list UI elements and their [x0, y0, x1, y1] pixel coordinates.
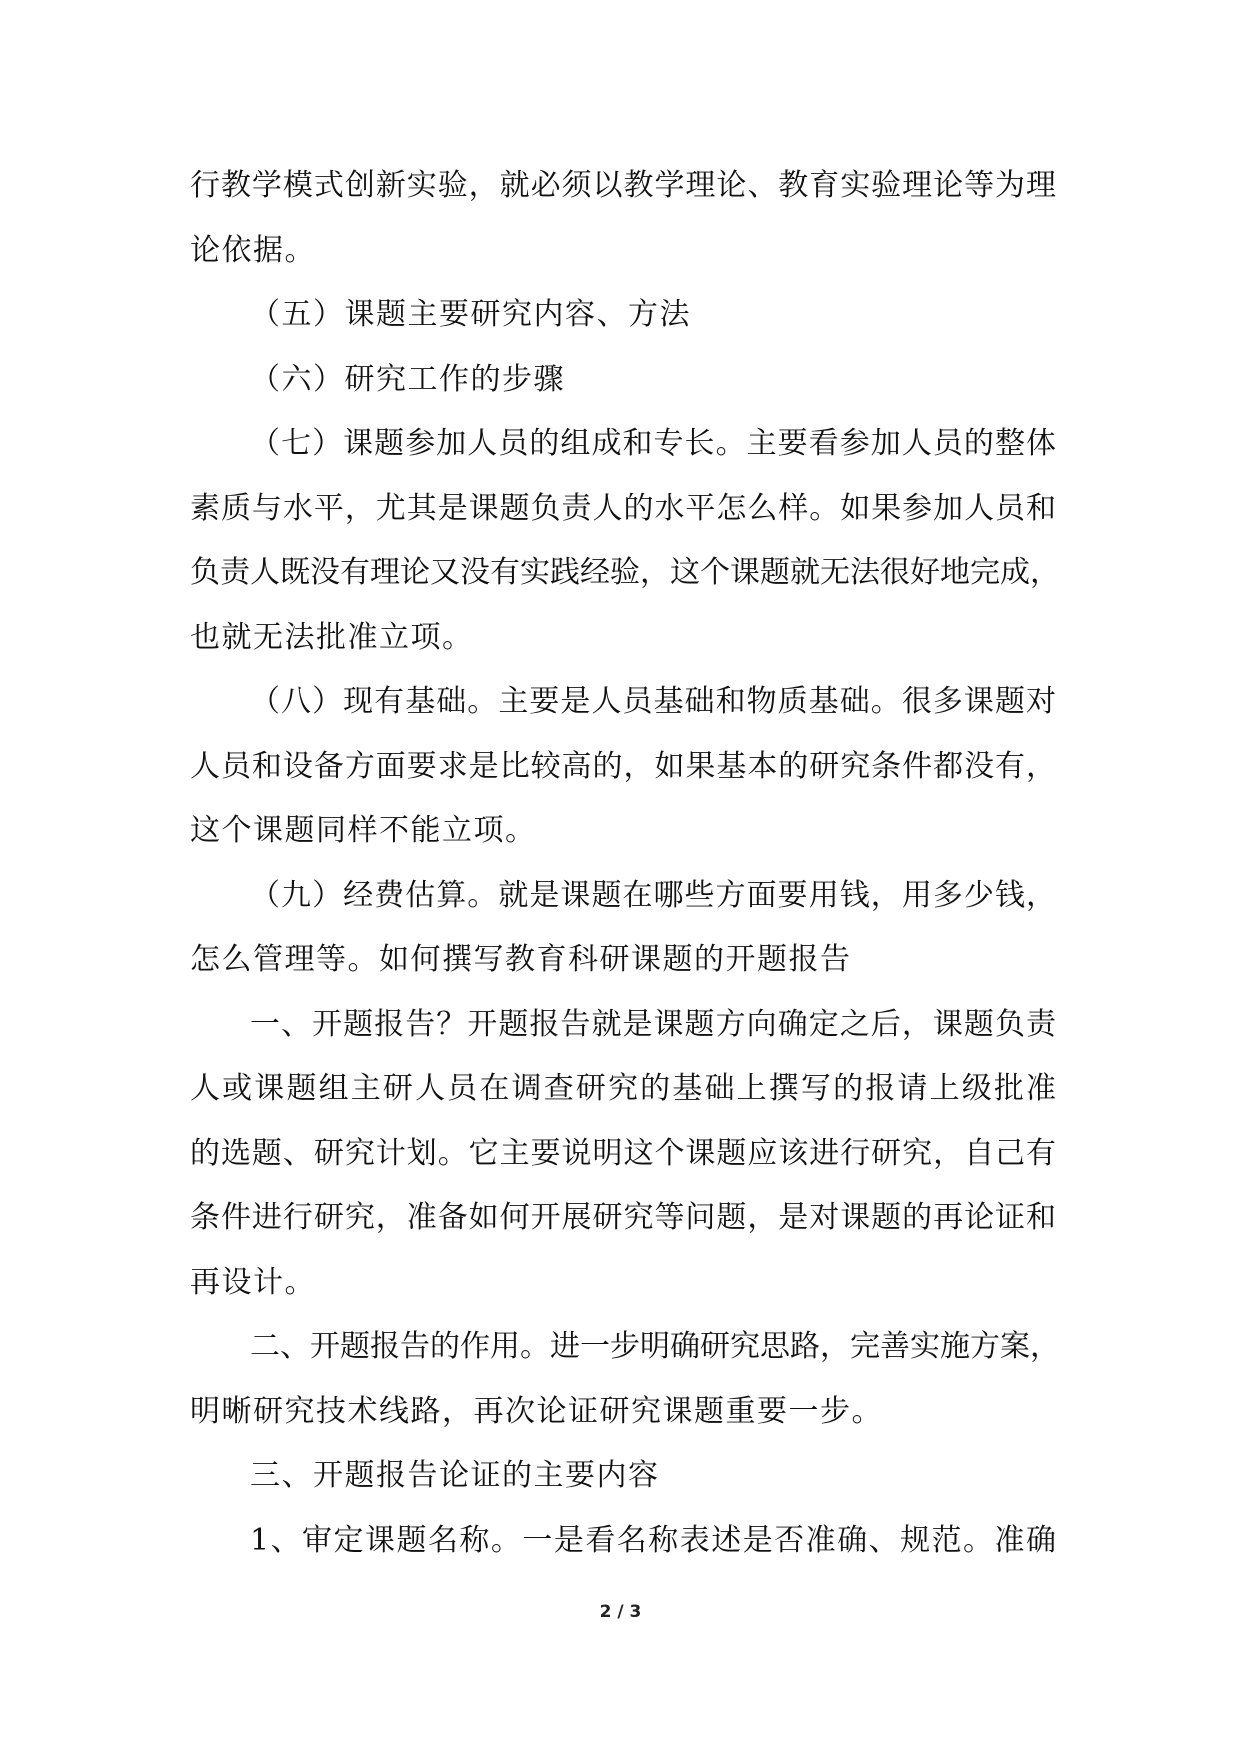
text-line: 一、开题报告？开题报告就是课题方向确定之后，课题负责: [250, 1006, 1056, 1042]
text-line: 再设计。: [190, 1264, 316, 1300]
text-line: 条件进行研究，准备如何开展研究等问题，是对课题的再论证和: [190, 1200, 1056, 1235]
section-heading: 三、开题报告论证的主要内容: [250, 1458, 660, 1493]
text-line: 这个课题同样不能立项。: [190, 813, 537, 848]
text-line: 1、审定课题名称。一是看名称表述是否准确、规范。准确: [250, 1522, 1056, 1558]
text-line: 论依据。: [190, 232, 316, 268]
page-number: 2 / 3: [599, 1602, 642, 1622]
text-line: 明晰研究技术线路，再次论证研究课题重要一步。: [190, 1393, 883, 1429]
text-line: 也就无法批准立项。: [190, 619, 474, 655]
section-heading: （五）课题主要研究内容、方法: [250, 297, 691, 332]
page-body: [190, 154, 1060, 1573]
text-line: 怎么管理等。如何撰写教育科研课题的开题报告: [190, 942, 852, 977]
text-line: （九）经费估算。就是课题在哪些方面要用钱，用多少钱，: [250, 877, 1056, 913]
text-line: 人员和设备方面要求是比较高的，如果基本的研究条件都没有，: [190, 748, 1056, 784]
text-line: 负责人既没有理论又没有实践经验，这个课题就无法很好地完成，: [190, 555, 1060, 590]
text-line: 的选题、研究计划。它主要说明这个课题应该进行研究，自己有: [190, 1135, 1056, 1171]
text-line: 行教学模式创新实验，就必须以教学理论、教育实验理论等为理: [190, 168, 1056, 203]
text-line: 人或课题组主研人员在调查研究的基础上撰写的报请上级批准: [190, 1071, 1056, 1106]
text-line: 二、开题报告的作用。进一步明确研究思路，完善实施方案，: [250, 1329, 1060, 1364]
text-line: （八）现有基础。主要是人员基础和物质基础。很多课题对: [250, 684, 1056, 719]
text-line: （七）课题参加人员的组成和专长。主要看参加人员的整体: [250, 426, 1056, 461]
text-line: 素质与水平，尤其是课题负责人的水平怎么样。如果参加人员和: [190, 490, 1056, 526]
section-heading: （六）研究工作的步骤: [250, 361, 565, 397]
